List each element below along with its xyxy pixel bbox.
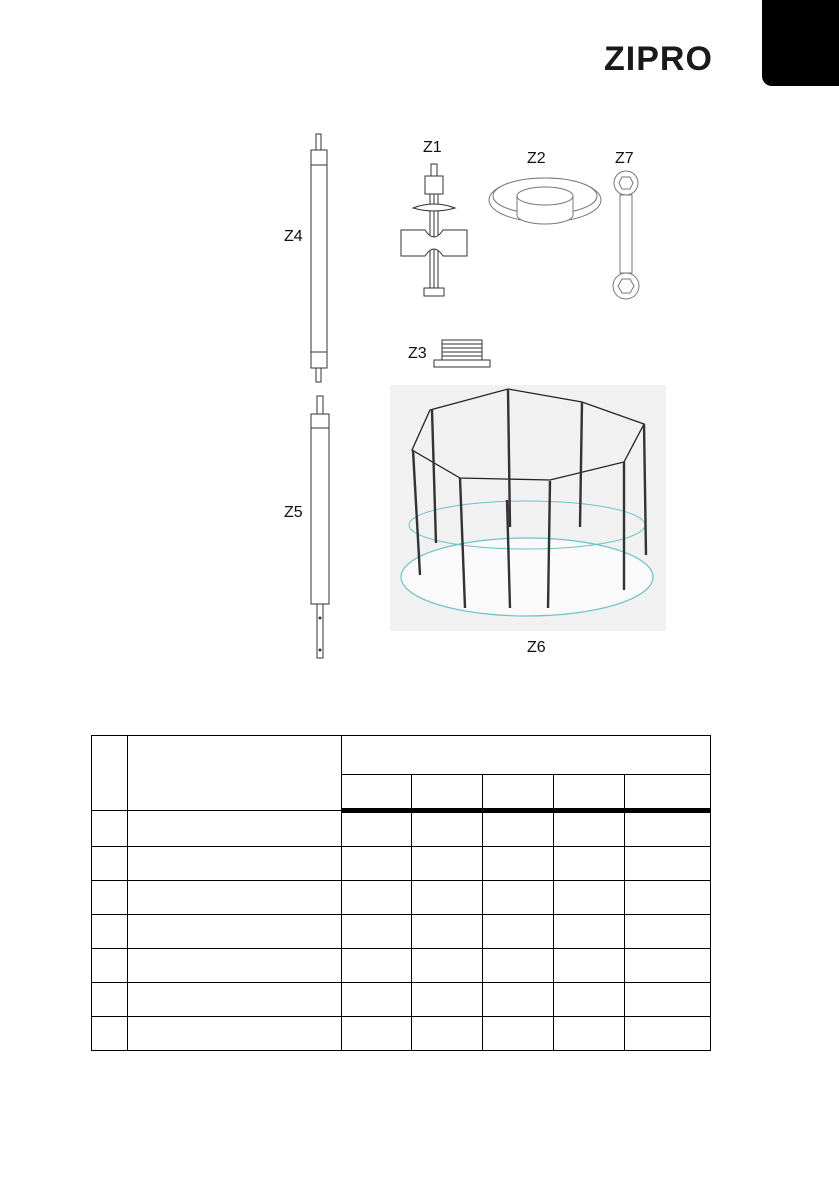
table-row xyxy=(92,1017,711,1051)
table-cell xyxy=(342,881,412,915)
table-cell xyxy=(92,915,128,949)
table-cell xyxy=(342,811,412,847)
table-cell xyxy=(412,847,483,881)
table-row xyxy=(92,983,711,1017)
table-cell xyxy=(554,1017,625,1051)
table-cell xyxy=(483,847,554,881)
subheader-cell xyxy=(342,775,412,811)
z5-pole-drawing xyxy=(311,396,329,658)
table-row xyxy=(92,881,711,915)
table-cell xyxy=(554,983,625,1017)
table-cell xyxy=(92,949,128,983)
table-cell xyxy=(92,881,128,915)
z1-bolt-drawing xyxy=(401,164,467,296)
table-cell xyxy=(554,847,625,881)
brand-logo-text: ZIPRO xyxy=(604,42,713,74)
table-cell xyxy=(342,949,412,983)
table-cell xyxy=(412,983,483,1017)
table-cell xyxy=(92,847,128,881)
label-z2: Z2 xyxy=(527,150,546,167)
subheader-cell xyxy=(483,775,554,811)
table-header-row xyxy=(92,736,711,775)
table-row xyxy=(92,915,711,949)
table-cell xyxy=(625,847,711,881)
table-cell xyxy=(128,811,342,847)
table-cell xyxy=(128,881,342,915)
table-cell xyxy=(128,915,342,949)
z4-pole-drawing xyxy=(311,134,327,382)
table-cell xyxy=(128,847,342,881)
table-cell xyxy=(625,915,711,949)
header-cell-group xyxy=(342,736,711,775)
label-z1: Z1 xyxy=(423,139,442,156)
table-cell xyxy=(92,811,128,847)
header-cell-name xyxy=(128,736,342,811)
header-cell-number xyxy=(92,736,128,811)
table-cell xyxy=(483,915,554,949)
table-cell xyxy=(554,915,625,949)
table-cell xyxy=(128,1017,342,1051)
label-z3: Z3 xyxy=(408,345,427,362)
table-cell xyxy=(342,983,412,1017)
table-cell xyxy=(92,983,128,1017)
table-cell xyxy=(625,1017,711,1051)
table-cell xyxy=(483,949,554,983)
z3-plug-drawing xyxy=(434,340,490,367)
subheader-cell xyxy=(412,775,483,811)
label-z6: Z6 xyxy=(527,639,546,656)
table-cell xyxy=(554,811,625,847)
table-cell xyxy=(625,811,711,847)
subheader-cell xyxy=(625,775,711,811)
table-cell xyxy=(625,983,711,1017)
label-z7: Z7 xyxy=(615,150,634,167)
table-cell xyxy=(342,847,412,881)
table-cell xyxy=(92,1017,128,1051)
table-cell xyxy=(342,1017,412,1051)
parts-table xyxy=(91,735,711,1051)
table-cell xyxy=(412,1017,483,1051)
table-row xyxy=(92,811,711,847)
table-cell xyxy=(412,881,483,915)
table-cell xyxy=(412,915,483,949)
table-cell xyxy=(554,881,625,915)
table-cell xyxy=(412,811,483,847)
label-z4: Z4 xyxy=(284,228,303,245)
table-cell xyxy=(483,811,554,847)
z2-cap-drawing xyxy=(489,178,601,224)
table-cell xyxy=(625,949,711,983)
table-cell xyxy=(554,949,625,983)
label-z5: Z5 xyxy=(284,504,303,521)
table-cell xyxy=(342,915,412,949)
table-cell xyxy=(412,949,483,983)
table-row xyxy=(92,949,711,983)
z7-wrench-drawing xyxy=(613,171,639,299)
table-cell xyxy=(128,949,342,983)
table-cell xyxy=(128,983,342,1017)
table-row xyxy=(92,847,711,881)
z6-net-drawing xyxy=(390,385,666,631)
table-cell xyxy=(483,881,554,915)
table-cell xyxy=(625,881,711,915)
table-cell xyxy=(483,983,554,1017)
subheader-cell xyxy=(554,775,625,811)
table-cell xyxy=(483,1017,554,1051)
